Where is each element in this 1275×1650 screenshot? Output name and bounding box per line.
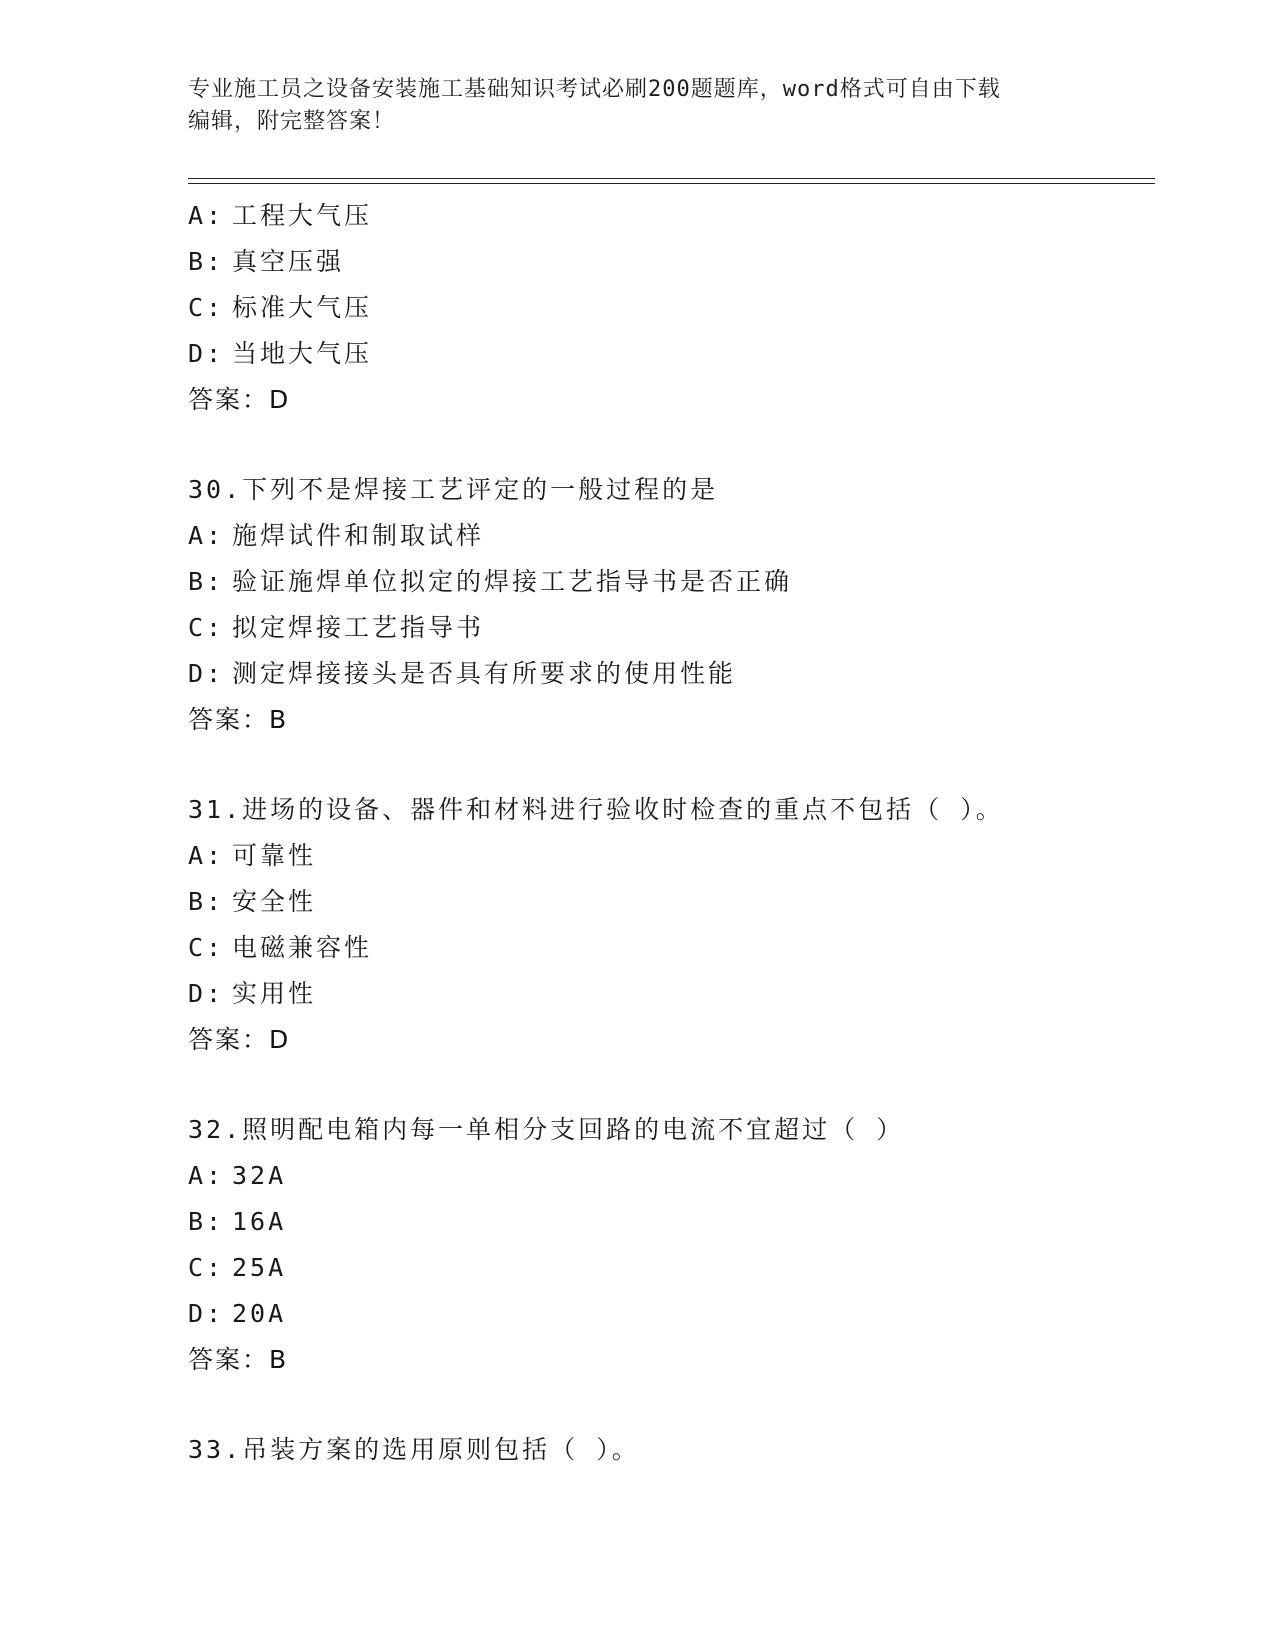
- option-key: D:: [188, 979, 225, 1008]
- question-block: [188, 193, 1148, 423]
- option-text: 20A: [232, 1299, 287, 1328]
- header-divider-bottom: [188, 183, 1155, 184]
- option-key: C:: [188, 1253, 225, 1282]
- header-line-1: 专业施工员之设备安装施工基础知识考试必刷200题题库，word格式可自由下载: [188, 77, 1001, 102]
- option-text: 当地大气压: [232, 339, 373, 368]
- option-text: 16A: [232, 1207, 287, 1236]
- option-text: 拟定焊接工艺指导书: [232, 613, 485, 642]
- option-text: 可靠性: [232, 841, 317, 870]
- answer-line: 答案：B: [188, 705, 289, 734]
- header-divider-top: [188, 178, 1155, 179]
- option-text: 验证施焊单位拟定的焊接工艺指导书是否正确: [232, 567, 793, 596]
- option-key: A:: [188, 841, 225, 870]
- option-key: A:: [188, 521, 225, 550]
- option-d: [188, 331, 1148, 377]
- document-header: [188, 74, 1088, 138]
- option-text: 标准大气压: [232, 293, 373, 322]
- option-key: A:: [188, 201, 225, 230]
- option-key: C:: [188, 933, 225, 962]
- option-key: B:: [188, 567, 225, 596]
- option-text: 25A: [232, 1253, 287, 1282]
- answer-line: 答案：B: [188, 1345, 289, 1374]
- option-c: [188, 285, 1148, 331]
- option-c: [188, 1245, 1148, 1291]
- option-a: [188, 513, 1148, 559]
- option-text: 施焊试件和制取试样: [232, 521, 485, 550]
- option-key: B:: [188, 247, 225, 276]
- option-text: 工程大气压: [232, 201, 373, 230]
- option-key: B:: [188, 887, 225, 916]
- option-key: C:: [188, 613, 225, 642]
- option-text: 实用性: [232, 979, 317, 1008]
- option-a: [188, 1153, 1148, 1199]
- option-a: [188, 833, 1148, 879]
- question-block: [188, 1427, 1148, 1473]
- option-text: 安全性: [232, 887, 317, 916]
- option-b: [188, 879, 1148, 925]
- option-text: 真空压强: [232, 247, 345, 276]
- option-b: [188, 559, 1148, 605]
- option-key: D:: [188, 1299, 225, 1328]
- option-key: D:: [188, 339, 225, 368]
- option-key: C:: [188, 293, 225, 322]
- question-text: 30.下列不是焊接工艺评定的一般过程的是: [188, 475, 719, 504]
- option-key: D:: [188, 659, 225, 688]
- option-b: [188, 239, 1148, 285]
- option-d: [188, 971, 1148, 1017]
- answer-line: 答案：D: [188, 1025, 291, 1054]
- question-text: 31.进场的设备、器件和材料进行验收时检查的重点不包括（ ）。: [188, 795, 1004, 824]
- option-b: [188, 1199, 1148, 1245]
- option-text: 测定焊接接头是否具有所要求的使用性能: [232, 659, 737, 688]
- question-block: [188, 467, 1148, 743]
- option-key: B:: [188, 1207, 225, 1236]
- option-c: [188, 925, 1148, 971]
- question-block: [188, 1107, 1148, 1383]
- option-d: [188, 1291, 1148, 1337]
- option-c: [188, 605, 1148, 651]
- answer-line: 答案：D: [188, 385, 291, 414]
- option-d: [188, 651, 1148, 697]
- question-text: 32.照明配电箱内每一单相分支回路的电流不宜超过（ ）: [188, 1115, 905, 1144]
- option-text: 电磁兼容性: [232, 933, 373, 962]
- question-list: [188, 193, 1148, 1473]
- header-line-2: 编辑，附完整答案！: [188, 109, 396, 134]
- question-block: [188, 787, 1148, 1063]
- question-text: 33.吊装方案的选用原则包括（ ）。: [188, 1435, 640, 1464]
- option-text: 32A: [232, 1161, 287, 1190]
- option-a: [188, 193, 1148, 239]
- option-key: A:: [188, 1161, 225, 1190]
